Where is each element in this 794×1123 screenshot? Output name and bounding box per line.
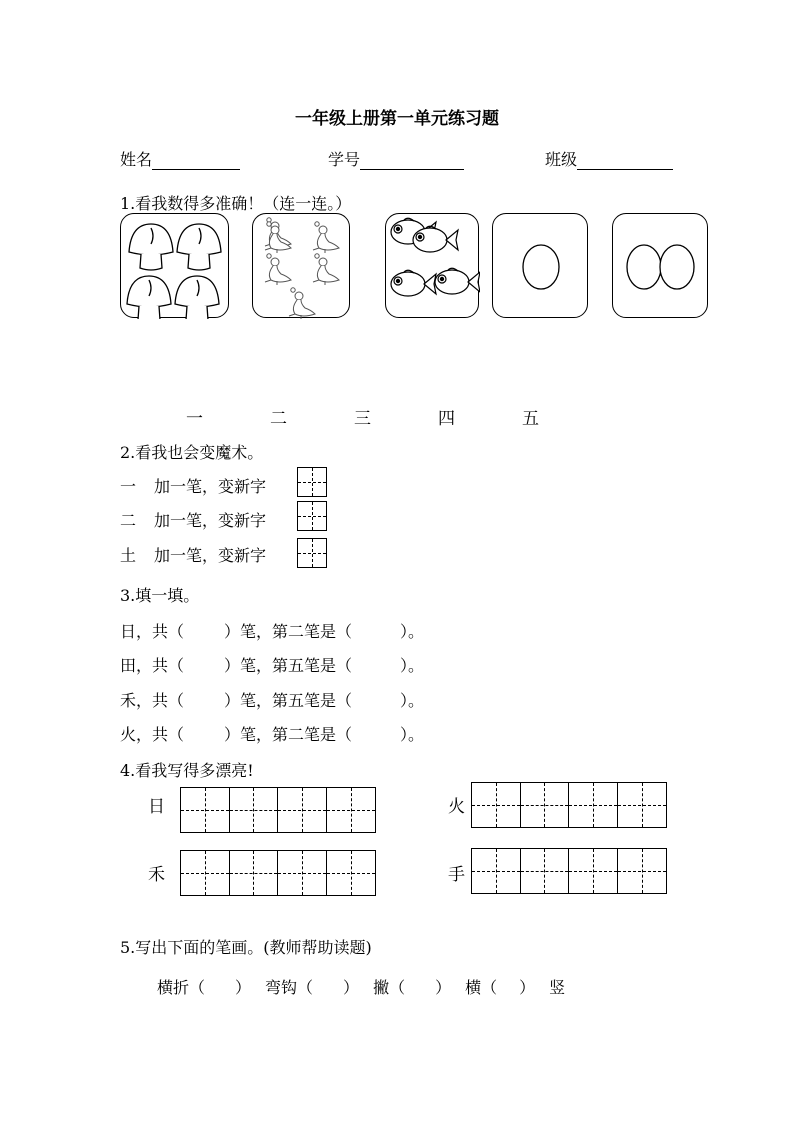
stroke-paren: ） (235, 978, 252, 997)
q3-row-3[interactable] (120, 688, 424, 711)
writing-cell[interactable] (278, 788, 327, 832)
q4-prompt: 4.看我写得多漂亮! (120, 761, 254, 780)
q3-row-start: 火，共（ (120, 725, 185, 744)
q4-char-label: 禾 (148, 865, 165, 885)
q3-row-1[interactable] (120, 619, 424, 642)
q3-prompt: 3.填一填。 (120, 586, 200, 605)
writing-cell[interactable] (181, 851, 230, 895)
writing-cell[interactable] (278, 851, 327, 895)
q2-answer-box-3[interactable] (297, 538, 327, 568)
stroke-label: 横折（ (157, 978, 206, 997)
name-blank[interactable] (152, 153, 240, 170)
number-label-1[interactable]: 一 (186, 409, 203, 429)
student-number-field[interactable] (328, 147, 464, 170)
q2-answer-box-1[interactable] (297, 467, 327, 497)
writing-cell[interactable] (230, 851, 279, 895)
q4-char-label: 日 (148, 797, 165, 817)
egg-icon (613, 214, 709, 319)
q2-row-text: 加一笔，变新字 (154, 511, 267, 530)
q3-row-4[interactable] (120, 722, 424, 745)
q2-row-1 (120, 474, 266, 497)
egg-icon (493, 214, 589, 319)
writing-cell[interactable] (569, 783, 618, 827)
writing-cell[interactable] (472, 849, 521, 893)
fish-card[interactable] (385, 213, 479, 318)
q3-row-end: ）。 (400, 725, 425, 744)
stroke-label: 弯钩（ (265, 978, 314, 997)
stroke-paren: ） (435, 978, 452, 997)
q4-char-label: 手 (448, 865, 465, 885)
q2-row-char: 一 (120, 477, 137, 496)
q5-prompt: 5.写出下面的笔画。(教师帮助读题) (120, 938, 372, 957)
q2-row-char: 二 (120, 511, 137, 530)
q3-row-start: 日，共（ (120, 622, 185, 641)
q3-row-end: ）。 (400, 656, 425, 675)
q3-row-middle: ）笔，第二笔是（ (224, 725, 353, 744)
name-field[interactable] (120, 147, 240, 170)
writing-grid-2[interactable] (471, 782, 667, 828)
writing-cell[interactable] (327, 788, 376, 832)
q3-row-end: ）。 (400, 622, 425, 641)
q4-char-label: 火 (448, 797, 465, 817)
q2-prompt: 2.看我也会变魔术。 (120, 443, 264, 462)
q2-row-3 (120, 543, 266, 566)
writing-cell[interactable] (472, 783, 521, 827)
page-title: 一年级上册第一单元练习题 (295, 109, 499, 129)
two-egg-card[interactable] (612, 213, 708, 318)
one-egg-card[interactable] (492, 213, 588, 318)
writing-grid-3[interactable] (180, 850, 376, 896)
stroke-paren: ） (343, 978, 360, 997)
q5-strokes[interactable] (157, 975, 565, 998)
writing-cell[interactable] (569, 849, 618, 893)
class-blank[interactable] (577, 153, 673, 170)
name-label: 姓名 (120, 150, 153, 169)
q1-prompt: 1.看我数得多准确！（连一连。） (120, 194, 352, 213)
writing-cell[interactable] (618, 783, 667, 827)
mushroom-card[interactable] (120, 213, 229, 318)
writing-grid-4[interactable] (471, 848, 667, 894)
student-number-label: 学号 (328, 150, 361, 169)
class-label: 班级 (545, 150, 578, 169)
q3-row-middle: ）笔，第五笔是（ (224, 691, 353, 710)
q2-row-text: 加一笔，变新字 (154, 546, 267, 565)
number-label-3[interactable]: 三 (354, 409, 371, 429)
writing-cell[interactable] (618, 849, 667, 893)
q3-row-middle: ）笔，第五笔是（ (224, 656, 353, 675)
number-label-4[interactable]: 四 (438, 409, 455, 429)
writing-cell[interactable] (181, 788, 230, 832)
fish-icon (386, 214, 480, 319)
q3-row-end: ）。 (400, 691, 425, 710)
q2-row-text: 加一笔，变新字 (154, 477, 267, 496)
class-field[interactable] (545, 147, 673, 170)
stroke-label: 竖 (549, 978, 566, 997)
writing-cell[interactable] (521, 849, 570, 893)
writing-cell[interactable] (521, 783, 570, 827)
writing-grid-1[interactable] (180, 787, 376, 833)
q3-row-middle: ）笔，第二笔是（ (224, 622, 353, 641)
q3-row-start: 田，共（ (120, 656, 185, 675)
stroke-paren: ） (519, 978, 536, 997)
q2-answer-box-2[interactable] (297, 501, 327, 531)
stroke-label: 撇（ (373, 978, 406, 997)
number-label-5[interactable]: 五 (522, 409, 539, 429)
q3-row-2[interactable] (120, 653, 424, 676)
q2-row-char: 土 (120, 546, 137, 565)
q3-row-start: 禾，共（ (120, 691, 185, 710)
q2-row-2 (120, 508, 266, 531)
writing-cell[interactable] (327, 851, 376, 895)
mushroom-icon (121, 214, 230, 319)
writing-cell[interactable] (230, 788, 279, 832)
student-number-blank[interactable] (360, 153, 464, 170)
seal-icon (253, 214, 351, 319)
seal-card[interactable] (252, 213, 350, 318)
stroke-label: 横（ (465, 978, 498, 997)
number-label-2[interactable]: 二 (270, 409, 287, 429)
